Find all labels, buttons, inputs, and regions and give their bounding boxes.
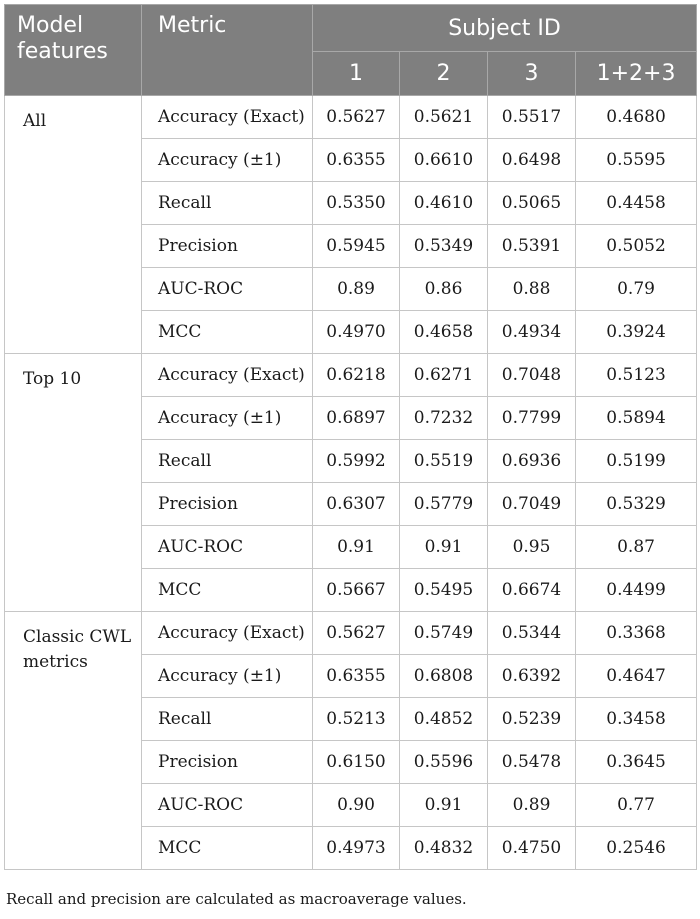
metric-label: Precision bbox=[142, 225, 313, 268]
value-cell-subject-2: 0.5596 bbox=[400, 741, 488, 784]
value-cell-subject-1: 0.6355 bbox=[313, 655, 400, 698]
value-cell-subject-combined: 0.5052 bbox=[576, 225, 697, 268]
value-cell-subject-combined: 0.5894 bbox=[576, 397, 697, 440]
value-cell-subject-combined: 0.3645 bbox=[576, 741, 697, 784]
value-cell-subject-combined: 0.5199 bbox=[576, 440, 697, 483]
metric-label: Precision bbox=[142, 741, 313, 784]
value-cell-subject-3: 0.7049 bbox=[488, 483, 576, 526]
value-cell-subject-1: 0.5945 bbox=[313, 225, 400, 268]
value-cell-subject-2: 0.5779 bbox=[400, 483, 488, 526]
value-cell-subject-3: 0.95 bbox=[488, 526, 576, 569]
value-cell-subject-2: 0.4610 bbox=[400, 182, 488, 225]
value-cell-subject-2: 0.7232 bbox=[400, 397, 488, 440]
value-cell-subject-1: 0.4973 bbox=[313, 827, 400, 870]
value-cell-subject-2: 0.6271 bbox=[400, 354, 488, 397]
value-cell-subject-2: 0.4832 bbox=[400, 827, 488, 870]
value-cell-subject-1: 0.5627 bbox=[313, 96, 400, 139]
metric-header: Metric bbox=[142, 5, 313, 96]
value-cell-subject-2: 0.5519 bbox=[400, 440, 488, 483]
metric-label: Accuracy (±1) bbox=[142, 139, 313, 182]
value-cell-subject-combined: 0.4499 bbox=[576, 569, 697, 612]
table-body bbox=[5, 96, 697, 870]
metric-label: MCC bbox=[142, 569, 313, 612]
value-cell-subject-1: 0.5992 bbox=[313, 440, 400, 483]
value-cell-subject-2: 0.6610 bbox=[400, 139, 488, 182]
metric-label: Accuracy (±1) bbox=[142, 397, 313, 440]
value-cell-subject-2: 0.5349 bbox=[400, 225, 488, 268]
value-cell-subject-1: 0.6150 bbox=[313, 741, 400, 784]
metric-label: Accuracy (Exact) bbox=[142, 96, 313, 139]
metric-label: Recall bbox=[142, 440, 313, 483]
group-classic-cwl-label: Classic CWL metrics bbox=[5, 612, 142, 870]
metric-label: Recall bbox=[142, 182, 313, 225]
metric-label: Recall bbox=[142, 698, 313, 741]
value-cell-subject-3: 0.7799 bbox=[488, 397, 576, 440]
value-cell-subject-3: 0.5065 bbox=[488, 182, 576, 225]
value-cell-subject-1: 0.90 bbox=[313, 784, 400, 827]
subject-id-header: Subject ID bbox=[313, 5, 697, 52]
group-top-10-label: Top 10 bbox=[5, 354, 142, 612]
value-cell-subject-3: 0.7048 bbox=[488, 354, 576, 397]
value-cell-subject-combined: 0.3368 bbox=[576, 612, 697, 655]
value-cell-subject-combined: 0.5123 bbox=[576, 354, 697, 397]
value-cell-subject-3: 0.4750 bbox=[488, 827, 576, 870]
value-cell-subject-combined: 0.5329 bbox=[576, 483, 697, 526]
table-header bbox=[5, 5, 697, 96]
table-row bbox=[5, 612, 697, 655]
value-cell-subject-combined: 0.3924 bbox=[576, 311, 697, 354]
value-cell-subject-3: 0.5517 bbox=[488, 96, 576, 139]
value-cell-subject-combined: 0.77 bbox=[576, 784, 697, 827]
metric-label: AUC-ROC bbox=[142, 784, 313, 827]
value-cell-subject-combined: 0.4680 bbox=[576, 96, 697, 139]
table-footnote: Recall and precision are calculated as macroaverage values. bbox=[6, 890, 467, 908]
group-all-label: All bbox=[5, 96, 142, 354]
value-cell-subject-3: 0.5344 bbox=[488, 612, 576, 655]
value-cell-subject-1: 0.91 bbox=[313, 526, 400, 569]
value-cell-subject-2: 0.91 bbox=[400, 526, 488, 569]
value-cell-subject-1: 0.5213 bbox=[313, 698, 400, 741]
value-cell-subject-2: 0.91 bbox=[400, 784, 488, 827]
subject-2-header: 2 bbox=[400, 52, 488, 96]
value-cell-subject-1: 0.5350 bbox=[313, 182, 400, 225]
value-cell-subject-3: 0.6674 bbox=[488, 569, 576, 612]
metric-label: MCC bbox=[142, 311, 313, 354]
value-cell-subject-3: 0.4934 bbox=[488, 311, 576, 354]
value-cell-subject-2: 0.5621 bbox=[400, 96, 488, 139]
subject-1-header: 1 bbox=[313, 52, 400, 96]
value-cell-subject-1: 0.5627 bbox=[313, 612, 400, 655]
value-cell-subject-1: 0.6355 bbox=[313, 139, 400, 182]
value-cell-subject-2: 0.5749 bbox=[400, 612, 488, 655]
value-cell-subject-1: 0.89 bbox=[313, 268, 400, 311]
metric-label: AUC-ROC bbox=[142, 526, 313, 569]
value-cell-subject-3: 0.6498 bbox=[488, 139, 576, 182]
results-table bbox=[4, 4, 697, 870]
value-cell-subject-2: 0.4658 bbox=[400, 311, 488, 354]
value-cell-subject-2: 0.4852 bbox=[400, 698, 488, 741]
value-cell-subject-combined: 0.5595 bbox=[576, 139, 697, 182]
value-cell-subject-3: 0.89 bbox=[488, 784, 576, 827]
metric-label: Precision bbox=[142, 483, 313, 526]
value-cell-subject-1: 0.4970 bbox=[313, 311, 400, 354]
value-cell-subject-2: 0.86 bbox=[400, 268, 488, 311]
metric-label: MCC bbox=[142, 827, 313, 870]
value-cell-subject-combined: 0.87 bbox=[576, 526, 697, 569]
value-cell-subject-2: 0.5495 bbox=[400, 569, 488, 612]
metric-label: Accuracy (±1) bbox=[142, 655, 313, 698]
value-cell-subject-3: 0.88 bbox=[488, 268, 576, 311]
value-cell-subject-3: 0.6392 bbox=[488, 655, 576, 698]
value-cell-subject-3: 0.5239 bbox=[488, 698, 576, 741]
metric-label: AUC-ROC bbox=[142, 268, 313, 311]
value-cell-subject-3: 0.5391 bbox=[488, 225, 576, 268]
value-cell-subject-combined: 0.79 bbox=[576, 268, 697, 311]
value-cell-subject-2: 0.6808 bbox=[400, 655, 488, 698]
table-row bbox=[5, 96, 697, 139]
table-row bbox=[5, 354, 697, 397]
metric-label: Accuracy (Exact) bbox=[142, 612, 313, 655]
subject-3-header: 3 bbox=[488, 52, 576, 96]
value-cell-subject-3: 0.5478 bbox=[488, 741, 576, 784]
value-cell-subject-1: 0.6307 bbox=[313, 483, 400, 526]
metric-label: Accuracy (Exact) bbox=[142, 354, 313, 397]
value-cell-subject-3: 0.6936 bbox=[488, 440, 576, 483]
value-cell-subject-1: 0.6897 bbox=[313, 397, 400, 440]
value-cell-subject-combined: 0.4647 bbox=[576, 655, 697, 698]
value-cell-subject-combined: 0.4458 bbox=[576, 182, 697, 225]
subject-combined-header: 1+2+3 bbox=[576, 52, 697, 96]
model-features-header: Model features bbox=[5, 5, 142, 96]
value-cell-subject-1: 0.6218 bbox=[313, 354, 400, 397]
value-cell-subject-1: 0.5667 bbox=[313, 569, 400, 612]
value-cell-subject-combined: 0.2546 bbox=[576, 827, 697, 870]
value-cell-subject-combined: 0.3458 bbox=[576, 698, 697, 741]
